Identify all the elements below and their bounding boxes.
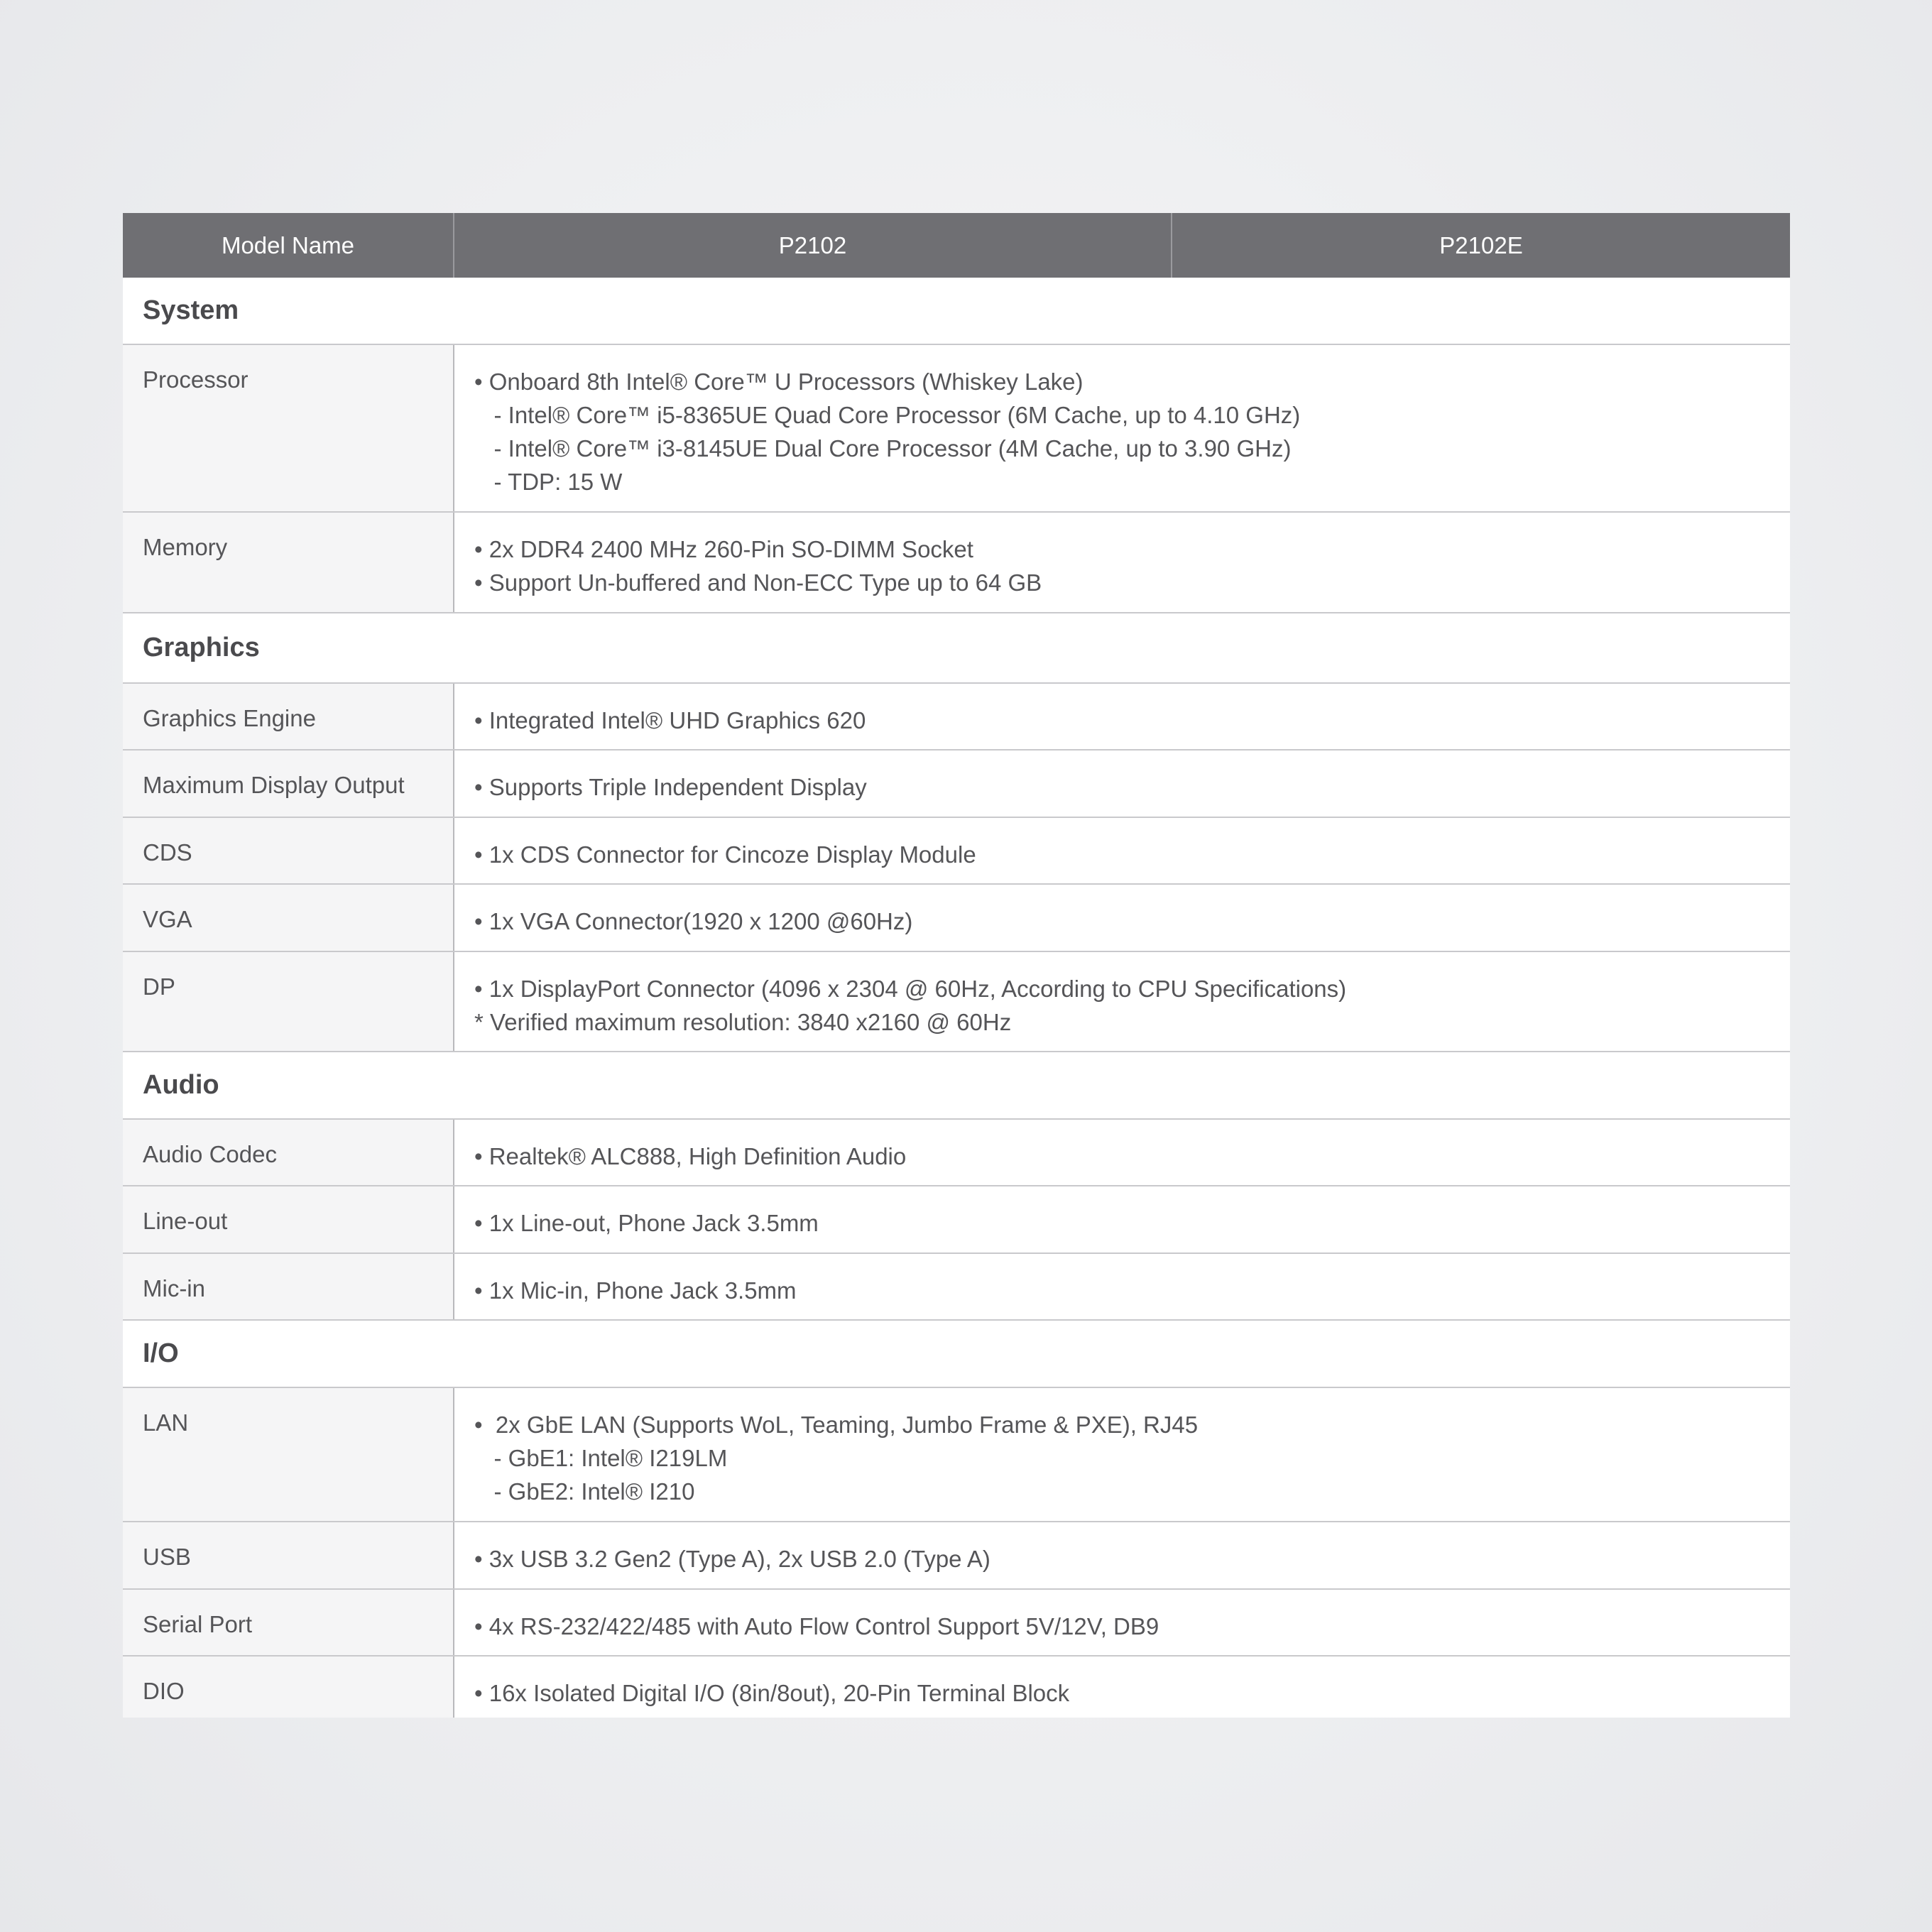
header-model-name: Model Name: [123, 213, 454, 278]
row-value: [454, 513, 1790, 612]
header-p2102: P2102: [454, 213, 1172, 278]
row-value: [454, 1186, 1790, 1252]
header-p2102e: P2102E: [1439, 231, 1523, 258]
value-line: • Integrated Intel® UHD Graphics 620: [474, 707, 866, 733]
row-value: [454, 1388, 1790, 1521]
row-label: Memory: [123, 513, 454, 612]
value-line: • 4x RS-232/422/485 with Auto Flow Control Support 5V/12V, DB9: [474, 1613, 1159, 1639]
row-value: [454, 1120, 1790, 1185]
table-row-mic-in: [123, 1254, 1790, 1321]
row-label: Audio Codec: [123, 1120, 454, 1185]
table-row-usb: [123, 1522, 1790, 1590]
value-line: • 1x CDS Connector for Cincoze Display Module: [474, 841, 976, 868]
row-label: Processor: [123, 345, 454, 511]
value-line: • 16x Isolated Digital I/O (8in/8out), 20-Pin Terminal Block: [474, 1680, 1070, 1706]
table-row-memory: [123, 513, 1790, 613]
value-line: • 1x Line-out, Phone Jack 3.5mm: [474, 1210, 819, 1236]
section-system: System: [123, 278, 1790, 345]
section-io: I/O: [123, 1321, 1790, 1388]
section-graphics: Graphics: [123, 613, 1790, 684]
table-row-dp: [123, 952, 1790, 1052]
table-row-serial-port: [123, 1590, 1790, 1657]
table-row-dio: [123, 1657, 1790, 1718]
value-line: • 1x Mic-in, Phone Jack 3.5mm: [474, 1277, 797, 1304]
row-value: [454, 818, 1790, 883]
row-label: Graphics Engine: [123, 684, 454, 749]
row-value: [454, 885, 1790, 951]
row-label: Mic-in: [123, 1254, 454, 1319]
row-label: LAN: [123, 1388, 454, 1521]
table-row-graphics-engine: [123, 684, 1790, 751]
value-line: - TDP: 15 W: [474, 469, 623, 495]
table-row-processor: [123, 345, 1790, 513]
value-line: • 3x USB 3.2 Gen2 (Type A), 2x USB 2.0 (Type A): [474, 1546, 990, 1572]
table-row-vga: [123, 885, 1790, 952]
value-line: • Support Un-buffered and Non-ECC Type up to 64 GB: [474, 569, 1042, 596]
row-value: [454, 684, 1790, 749]
row-value: [454, 1254, 1790, 1319]
row-label: VGA: [123, 885, 454, 951]
row-label: Serial Port: [123, 1590, 454, 1655]
row-value: [454, 1522, 1790, 1588]
row-label: CDS: [123, 818, 454, 883]
value-line: * Verified maximum resolution: 3840 x2160 @ 60Hz: [474, 1009, 1012, 1035]
value-line: - Intel® Core™ i3-8145UE Dual Core Processor (4M Cache, up to 3.90 GHz): [474, 435, 1292, 462]
table-row-max-display: [123, 751, 1790, 818]
row-label: Line-out: [123, 1186, 454, 1252]
value-line: • 2x GbE LAN (Supports WoL, Teaming, Jumbo Frame & PXE), RJ45: [474, 1412, 1199, 1438]
row-label: DP: [123, 952, 454, 1051]
spec-table: [123, 213, 1790, 1718]
row-label: Maximum Display Output: [123, 751, 454, 817]
value-line: • Onboard 8th Intel® Core™ U Processors (Whiskey Lake): [474, 369, 1084, 395]
value-line: - Intel® Core™ i5-8365UE Quad Core Processor (6M Cache, up to 4.10 GHz): [474, 402, 1301, 428]
table-row-audio-codec: [123, 1120, 1790, 1186]
value-line: • 1x DisplayPort Connector (4096 x 2304 @ 60Hz, According to CPU Specifications): [474, 976, 1347, 1002]
table-header: [123, 213, 1790, 278]
table-row-lan: [123, 1388, 1790, 1522]
row-value: [454, 1590, 1790, 1655]
row-value: [454, 1657, 1790, 1718]
value-line: • Realtek® ALC888, High Definition Audio: [474, 1143, 907, 1169]
table-row-line-out: [123, 1186, 1790, 1254]
value-line: - GbE1: Intel® I219LM: [474, 1445, 728, 1471]
section-audio: Audio: [123, 1052, 1790, 1120]
value-line: - GbE2: Intel® I210: [474, 1478, 695, 1505]
table-row-cds: [123, 818, 1790, 885]
value-line: • Supports Triple Independent Display: [474, 774, 867, 800]
row-value: [454, 345, 1790, 511]
value-line: • 1x VGA Connector(1920 x 1200 @60Hz): [474, 908, 913, 934]
value-line: • 2x DDR4 2400 MHz 260-Pin SO-DIMM Socket: [474, 536, 973, 562]
row-value: [454, 952, 1790, 1051]
row-value: [454, 751, 1790, 817]
row-label: DIO: [123, 1657, 454, 1718]
row-label: USB: [123, 1522, 454, 1588]
